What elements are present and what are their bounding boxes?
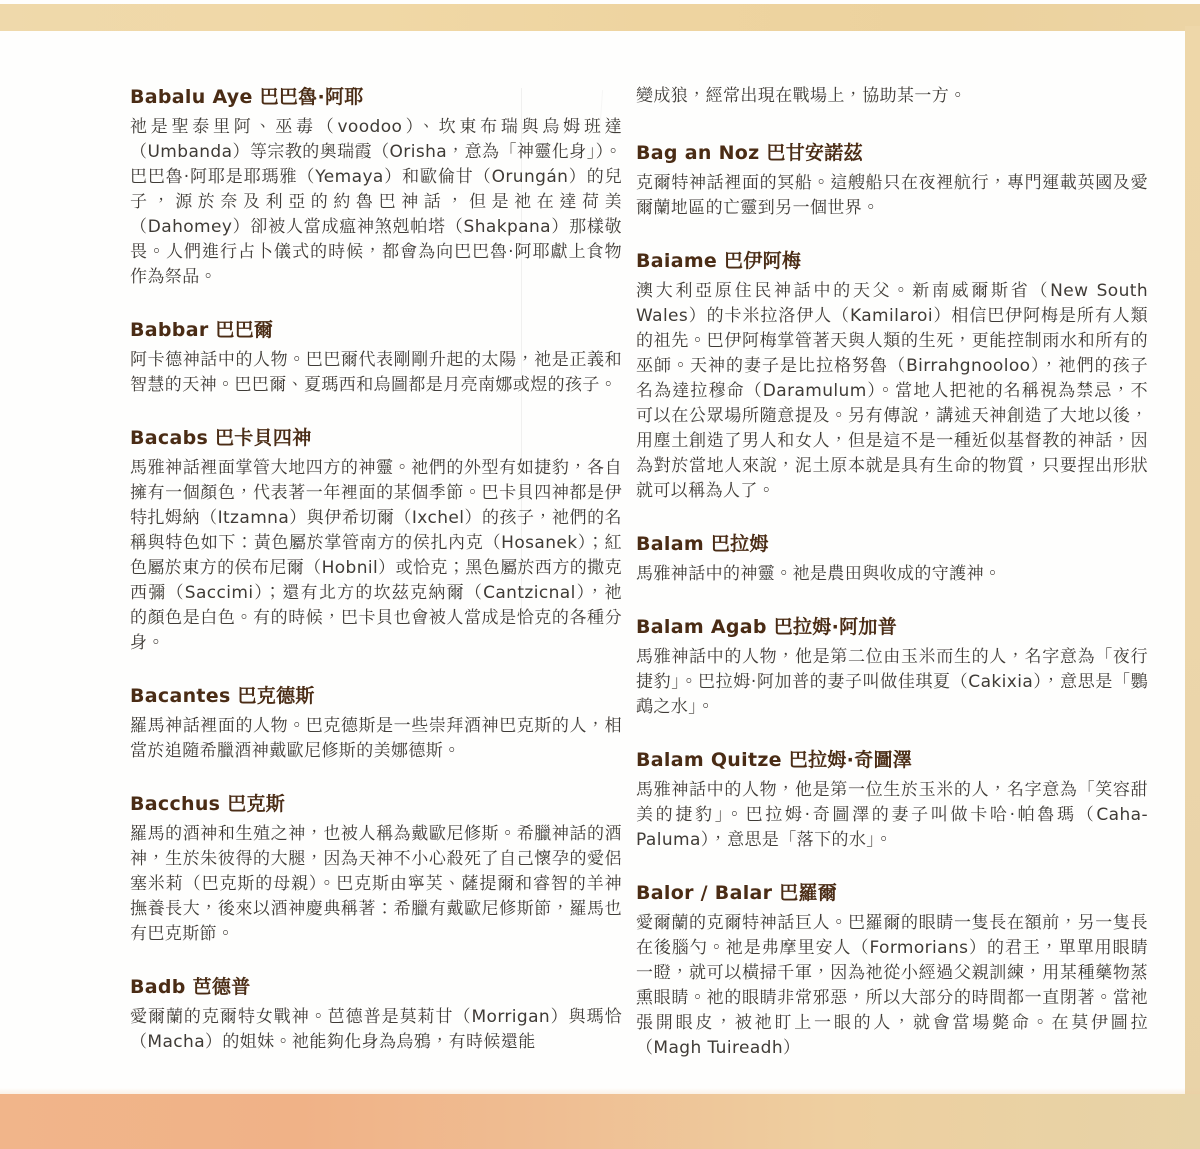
entry-heading: Balor / Balar 巴羅爾 [636,882,838,904]
entry-heading: Balam Agab 巴拉姆·阿加普 [636,616,898,638]
entry-heading: Bacantes 巴克德斯 [130,685,315,707]
entry-heading: Badb 芭德普 [130,976,251,998]
entry-body: 愛爾蘭的克爾特女戰神。芭德普是莫莉甘（Morrigan）與瑪恰（Macha）的姐妹。祂能夠化身為烏鴉，有時候還能 [130,1007,622,1052]
page-content [130,84,1148,1088]
left-column [130,84,622,1088]
entry-balam [636,531,1148,587]
entry-body: 馬雅神話中的神靈。祂是農田與收成的守護神。 [636,564,1002,584]
entry-body: 愛爾蘭的克爾特神話巨人。巴羅爾的眼睛一隻長在額前，另一隻長在後腦勺。祂是弗摩里安人（Formorians）的君王，單單用眼睛一瞪，就可以橫掃千軍，因為祂從小經過父親訓練，用某種藥物蒸熏眼睛。祂的眼睛非常邪惡，所以大部分的時間都一直閉著。當祂張開眼皮，被祂盯上一眼的人，就會當場斃命。在莫伊圖拉（Magh Tuireadh） [636,913,1148,1058]
scan-edge-bottom-strip [0,1094,1200,1149]
entry-bacantes [130,683,622,764]
entry-heading: Bag an Noz 巴甘安諾茲 [636,142,863,164]
right-column [636,84,1148,1088]
entry-badb-continuation: 變成狼，經常出現在戰場上，協助某一方。 [636,86,967,106]
entry-balam-quitze [636,747,1148,853]
entry-body: 馬雅神話中的人物，他是第一位生於玉米的人，名字意為「笑容甜美的捷豹」。巴拉姆·奇圖澤的妻子叫做卡哈·帕魯瑪（Caha- Paluma），意思是「落下的水」。 [636,780,1148,850]
entry-body: 羅馬神話裡面的人物。巴克德斯是一些崇拜酒神巴克斯的人，相當於追隨希臘酒神戴歐尼修斯的美娜德斯。 [130,716,622,761]
scan-edge-right-strip [1185,26,1200,1104]
entry-heading: Baiame 巴伊阿梅 [636,250,802,272]
entry-body: 祂是聖泰里阿、巫毒（voodoo）、坎東布瑞與烏姆班達（Umbanda）等宗教的奧瑞霞（Orisha，意為「神靈化身」）。巴巴魯·阿耶是耶瑪雅（Yemaya）和歐倫甘（Orungán）的兒子，源於奈及利亞的約魯巴神話，但是祂在達荷美（Dahomey）卻被人當成瘟神煞剋帕塔（Shakpana）那樣敬畏。人們進行占卜儀式的時候，都會為向巴巴魯·阿耶獻上食物作為祭品。 [130,117,622,287]
entry-body: 馬雅神話裡面掌管大地四方的神靈。祂們的外型有如捷豹，各自擁有一個顏色，代表著一年裡面的某個季節。巴卡貝四神都是伊特扎姆納（Itzamna）與伊希切爾（Ixchel）的孩子，祂們的名稱與特色如下：黃色屬於掌管南方的侯扎內克（Hosanek）；紅色屬於東方的侯布尼爾（Hobnil）或恰克；黑色屬於西方的撒克西彌（Saccimi）；還有北方的坎茲克納爾（Cantzicnal），祂的顏色是白色。有的時候，巴卡貝也會被人當成是恰克的各種分身。 [130,458,622,653]
entry-badb [130,974,622,1055]
entry-heading: Bacchus 巴克斯 [130,793,286,815]
entry-babalu-aye [130,84,622,290]
entry-body: 阿卡德神話中的人物。巴巴爾代表剛剛升起的太陽，祂是正義和智慧的天神。巴巴爾、夏瑪西和烏圖都是月亮南娜或煜的孩子。 [130,350,622,395]
entry-heading: Babalu Aye 巴巴魯·阿耶 [130,86,364,108]
entry-heading: Babbar 巴巴爾 [130,319,274,341]
entry-babbar [130,317,622,398]
entry-body: 馬雅神話中的人物，他是第二位由玉米而生的人，名字意為「夜行捷豹」。巴拉姆·阿加普的妻子叫做佳琪夏（Cakixia），意思是「鸚鵡之水」。 [636,647,1148,717]
entry-heading: Balam 巴拉姆 [636,533,769,555]
entry-baiame [636,248,1148,504]
entry-bacchus [130,791,622,947]
entry-bacabs [130,425,622,656]
scan-edge-top-strip [0,4,1200,31]
entry-heading: Balam Quitze 巴拉姆·奇圖澤 [636,749,913,771]
entry-body: 克爾特神話裡面的冥船。這艘船只在夜裡航行，專門運載英國及愛爾蘭地區的亡靈到另一個世界。 [636,173,1148,218]
entry-balam-agab [636,614,1148,720]
entry-heading: Bacabs 巴卡貝四神 [130,427,312,449]
entry-balor [636,880,1148,1061]
entry-body: 羅馬的酒神和生殖之神，也被人稱為戴歐尼修斯。希臘神話的酒神，生於朱彼得的大腿，因為天神不小心殺死了自己懷孕的愛侶塞米莉（巴克斯的母親）。巴克斯由寧芙、薩提爾和睿智的羊神撫養長大，後來以酒神慶典稱著：希臘有戴歐尼修斯節，羅馬也有巴克斯節。 [130,824,622,944]
entry-bag-an-noz [636,140,1148,221]
entry-body: 澳大利亞原住民神話中的天父。新南威爾斯省（New South Wales）的卡米拉洛伊人（Kamilaroi）相信巴伊阿梅是所有人類的祖先。巴伊阿梅掌管著天與人類的生死，更能控制雨水和所有的巫師。天神的妻子是比拉格努魯（Birrahgnooloo），祂們的孩子名為達拉穆命（Daramulum）。當地人把祂的名稱視為禁忌，不可以在公眾場所隨意提及。另有傳說，講述天神創造了大地以後，用塵土創造了男人和女人，但是這不是一種近似基督教的神話，因為對於當地人來說，泥土原本就是具有生命的物質，只要捏出形狀就可以稱為人了。 [636,281,1148,501]
